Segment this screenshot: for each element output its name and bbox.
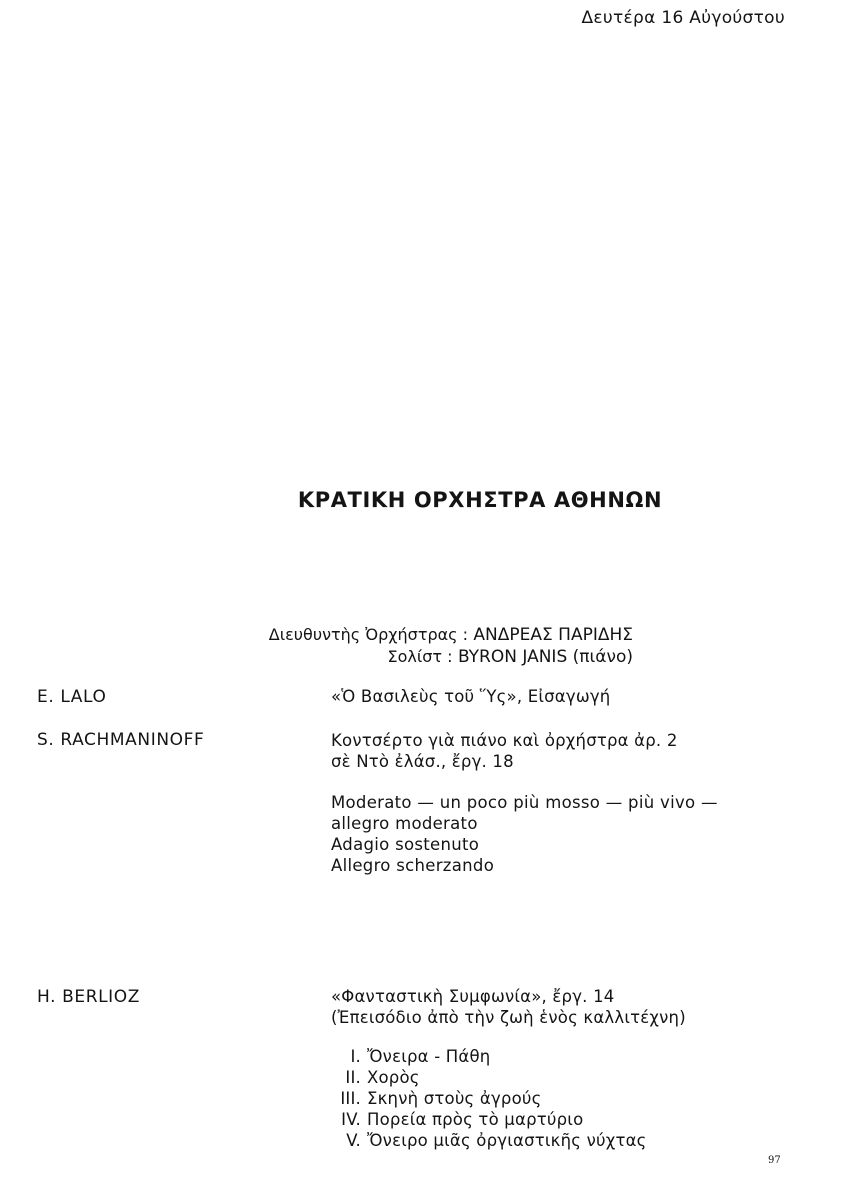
part-item — [331, 1088, 647, 1109]
movements-rachmaninoff — [331, 792, 718, 876]
conductor-label: Διευθυντὴς Ὀρχήστρας : — [268, 625, 469, 644]
part-title: Ὄνειρα - Πάθη — [367, 1047, 491, 1066]
part-number: V. — [346, 1131, 361, 1150]
composer-lalo: E. LALO — [37, 687, 107, 707]
work-line: «Φανταστικὴ Συμφωνία», ἔργ. 14 — [331, 987, 615, 1006]
part-number: IV. — [341, 1110, 361, 1129]
work-line: «Ὁ Βασιλεὺς τοῦ Ὕς», Εἰσαγωγή — [331, 687, 611, 706]
part-title: Ὄνειρο μιᾶς ὀργιαστικῆς νύχτας — [367, 1131, 647, 1150]
movement-line: allegro moderato — [331, 814, 478, 833]
page-date: Δευτέρα 16 Αὐγούστου — [581, 8, 785, 28]
parts-berlioz — [331, 1046, 647, 1151]
part-title: Χορὸς — [367, 1068, 420, 1087]
page-title: ΚΡΑΤΙΚΗ ΟΡΧΗΣΤΡΑ ΑΘΗΝΩΝ — [297, 488, 663, 512]
soloist-line — [269, 646, 633, 668]
conductor-line — [269, 624, 633, 646]
work-berlioz — [331, 986, 686, 1028]
part-item — [331, 1046, 647, 1067]
work-rachmaninoff — [331, 730, 678, 772]
part-number: II. — [345, 1068, 361, 1087]
part-title: Σκηνὴ στοὺς ἀγρούς — [367, 1089, 542, 1108]
composer-rachmaninoff: S. RACHMANINOFF — [37, 730, 205, 750]
part-number: III. — [340, 1089, 361, 1108]
credits-block — [269, 624, 633, 668]
soloist-label: Σολίστ : — [387, 647, 453, 666]
movement-line: Moderato — un poco più mosso — più vivo — — [331, 793, 718, 812]
work-line: (Ἐπεισόδιο ἀπὸ τὴν ζωὴ ἑνὸς καλλιτέχνη) — [331, 1008, 686, 1027]
work-lalo — [331, 686, 610, 707]
part-title: Πορεία πρὸς τὸ μαρτύριο — [367, 1110, 584, 1129]
part-item — [331, 1130, 647, 1151]
part-item — [331, 1067, 647, 1088]
work-line: σὲ Ντὸ ἐλάσ., ἔργ. 18 — [331, 752, 514, 771]
part-item — [331, 1109, 647, 1130]
part-number: I. — [350, 1047, 361, 1066]
conductor-name: ΑΝΔΡΕΑΣ ΠΑΡΙΔΗΣ — [473, 625, 633, 645]
page-number: 97 — [768, 1155, 781, 1166]
work-line: Κοντσέρτο γιὰ πιάνο καὶ ὀρχήστρα ἀρ. 2 — [331, 731, 678, 750]
movement-line: Adagio sostenuto — [331, 835, 480, 854]
movement-line: Allegro scherzando — [331, 856, 495, 875]
composer-berlioz: H. BERLIOZ — [37, 987, 141, 1007]
soloist-name: BYRON JANIS (πιάνο) — [457, 647, 633, 667]
